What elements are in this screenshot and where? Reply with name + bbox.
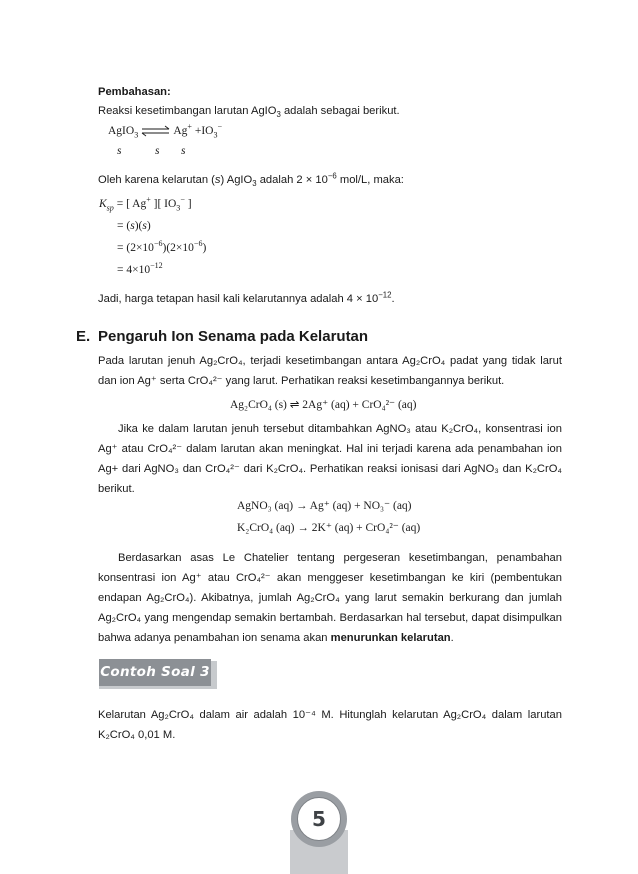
s-label-3: s	[181, 145, 186, 157]
section-title: Pengaruh Ion Senama pada Kelarutan	[98, 328, 369, 345]
ksp-step-2: = $(2\times 10^{-6})(2\times 10^{-6})$	[117, 239, 207, 254]
equation-agno3-ionization: AgNO₃ (aq) → Ag⁺ (aq) + NO₃⁻ (aq)	[237, 500, 412, 512]
equation-ag2cro4-equilibrium: Ag₂CrO₄ (s) ⇌ 2Ag⁺ (aq) + CrO₄²⁻ (aq)	[230, 399, 417, 411]
ksp-conclusion: Jadi, harga tetapan hasil kali kelarutannya adalah $4 \times 10^{-12}$.	[98, 290, 395, 305]
paragraph-2: Jika ke dalam larutan jenuh tersebut ditambahkan AgNO₃ atau K₂CrO₄, konsentrasi ion Ag⁺ atau CrO₄²⁻ dalam larutan akan meningkat. Hal ini terjadi karena ada penambahan ion Ag+ dari AgNO₃ dan CrO₄²⁻ dari K₂CrO₄. Perhatikan reaksi ionisasi dari AgNO₃ dan K₂CrO₄ berikut.	[98, 423, 562, 495]
section-letter: E.	[76, 328, 91, 345]
reaction-intro: Reaksi kesetimbangan larutan AgIO$_3$ adalah sebagai berikut.	[98, 105, 400, 120]
ksp-step-3: = $4\times 10^{-12}$	[117, 261, 163, 276]
emphasis-menurunkan-kelarutan: menurunkan kelarutan	[330, 632, 451, 644]
ksp-expression: $K_{sp}$ = [ Ag+ ][ $IO_3^-$ ]	[99, 195, 192, 213]
agio3-equilibrium: AgIO$_3$ $Ag^+ +IO_3^-$	[108, 122, 223, 140]
pembahasan-heading: Pembahasan:	[98, 86, 171, 98]
solubility-statement: Oleh karena kelarutan (s) AgIO$_3$ adalah $2 \times 10^{-6}$ mol/L, maka:	[98, 171, 404, 189]
ksp-step-1: = (s)(s)	[117, 220, 151, 232]
equation-k2cro4-ionization: K₂CrO₄ (aq) → 2K⁺ (aq) + CrO₄²⁻ (aq)	[237, 522, 421, 534]
example-question: Kelarutan Ag₂CrO₄ dalam air adalah 10⁻⁴ M. Hitunglah kelarutan Ag₂CrO₄ dalam larutan K₂CrO₄ 0,01 M.	[98, 709, 562, 741]
s-label-1: s	[117, 145, 122, 157]
paragraph-3: Berdasarkan asas Le Chatelier tentang pergeseran kesetimbangan, penambahan konsentrasi ion Ag⁺ atau CrO₄²⁻ akan menggeser kesetimbangan ke kiri (pembentukan endapan Ag₂CrO₄). Akibatnya, jumlah Ag₂CrO₄ yang larut semakin berkurang dan jumlah Ag₂CrO₄ yang mengendap semakin bertambah. Berdasarkan hal tersebut, dapat disimpulkan bahwa adanya penambahan ion senama akan menurunkan kelarutan.	[98, 552, 562, 644]
example-badge: Contoh Soal 3	[99, 659, 211, 686]
s-label-2: s	[155, 145, 160, 157]
badge-shadow-right	[211, 661, 217, 689]
page-number: 5	[312, 807, 326, 831]
equilibrium-arrow-icon	[141, 125, 171, 137]
paragraph-1: Pada larutan jenuh Ag₂CrO₄, terjadi kesetimbangan antara Ag₂CrO₄ padat yang tidak larut dan ion Ag⁺ serta CrO₄²⁻ yang larut. Perhatikan reaksi kesetimbangannya berikut.	[98, 355, 562, 387]
